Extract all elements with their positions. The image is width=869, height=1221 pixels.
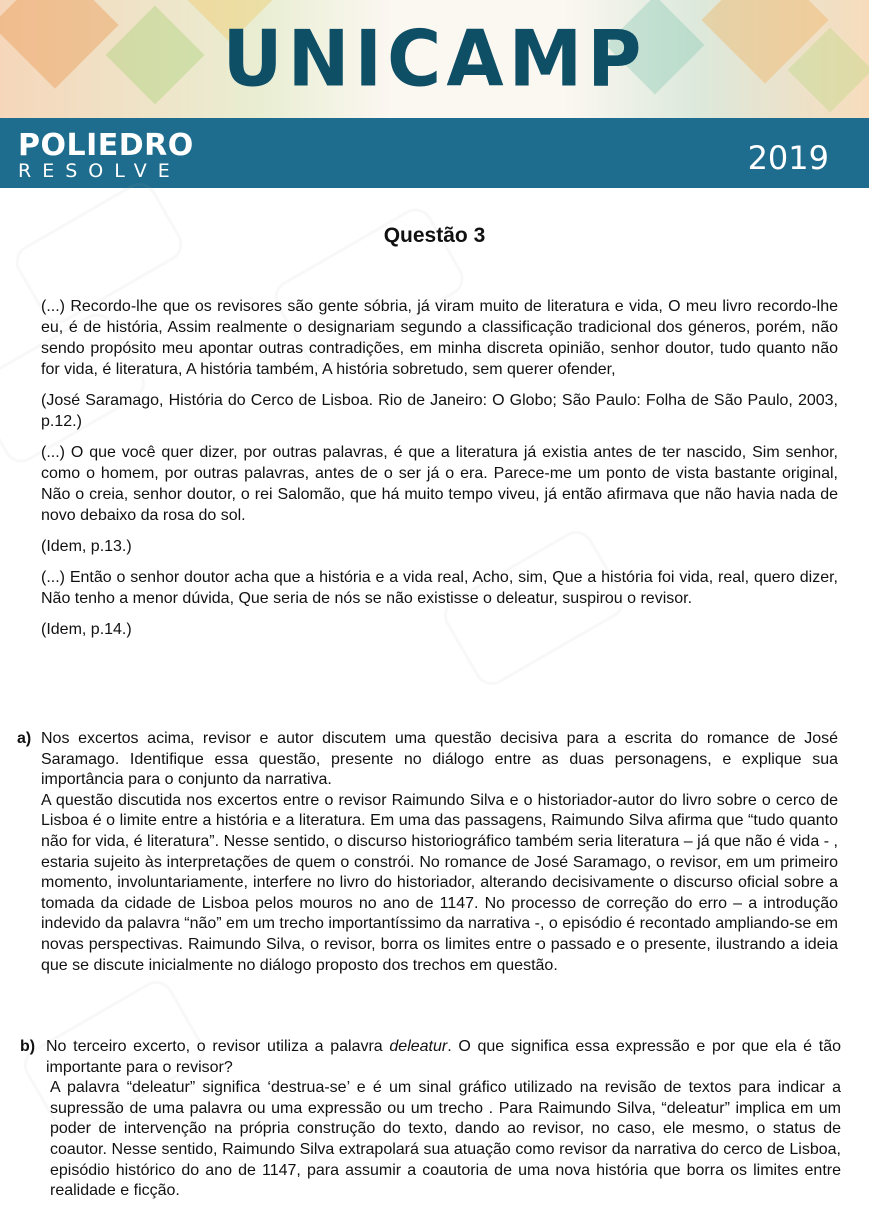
item-a-marker: a) xyxy=(17,730,32,747)
item-b xyxy=(20,1037,841,1202)
question-title: Questão 3 xyxy=(383,224,486,247)
header-banner xyxy=(0,0,869,118)
excerpt-1: (...) Recordo-lhe que os revisores são gente sóbria, já viram muito de literatura e vida, O meu livro recordo-lhe eu, é de história, Assim realmente o designariam segundo a classificação tradicional dos géneros, porém, não sendo propósito meu apontar outras contradições, em minha discreta opinião, senhor doutor, tudo quanto não for vida, é literatura, A história também, A história sobretudo, sem querer ofender, xyxy=(41,298,838,378)
exam-title: UNICAMP xyxy=(222,13,647,105)
excerpt-citation-3: (Idem, p.14.) xyxy=(41,621,132,638)
excerpt-citation-2: (Idem, p.13.) xyxy=(41,538,132,555)
excerpts-block xyxy=(41,296,838,650)
item-a-answer: A questão discutida nos excertos entre o revisor Raimundo Silva e o historiador-autor do livro sobre o cerco de Lisboa é o limite entre a história e a literatura. Em uma das passagens, Raimundo Silva afirma que “tudo quanto não for vida, é literatura”. Nesse sentido, o discurso historiográfico também seria literatura – já que não é vida - , estaria sujeito às interpretações de quem o constrói. No romance de José Saramago, o revisor, em um primeiro momento, involuntariamente, interfere no livro do historiador, alterando decisivamente o discurso oficial sobre a tomada da cidade de Lisboa pelos mouros no ano de 1147. No processo de correção do erro – a introdução indevido da palavra “não” em um trecho importantíssimo da narrativa -, o episódio é recontado ampliando-se em novas perspectivas. Raimundo Silva, o revisor, borra os limites entre o passado e o presente, ilustrando a ideia que se discute inicialmente no diálogo proposto dos trechos em questão. xyxy=(41,791,838,974)
item-b-marker: b) xyxy=(20,1038,36,1055)
item-b-answer: A palavra “deleatur” significa ‘destrua-se’ e é um sinal gráfico utilizado na revisão de textos para indicar a supressão de uma palavra ou uma expressão ou um trecho . Para Raimundo Silva, “deleatur” implica em um poder de intervenção na própria construção do texto, dando ao revisor, no caso, ele mesmo, o status de coautor. Nesse sentido, Raimundo Silva extrapolará sua atuação como revisor da narrativa do cerco de Lisboa, episódio histórico do ano de 1147, para assumir a coautoria de uma nova história que borra os limites entre realidade e ficção. xyxy=(50,1079,841,1200)
logo-resolve: RESOLVE xyxy=(18,160,181,182)
item-a-prompt: Nos excertos acima, revisor e autor discutem uma questão decisiva para a escrita do romance de José Saramago. Identifique essa questão, presente no diálogo entre as duas personagens, e explique sua importância para o conjunto da narrativa. xyxy=(41,730,838,789)
exam-year: 2019 xyxy=(747,139,829,177)
item-b-prompt xyxy=(46,1037,841,1078)
item-b-prompt-end: . O que significa essa expressão e por que ela é tão importante para o revisor? xyxy=(46,1038,842,1076)
excerpt-3: (...) Então o senhor doutor acha que a história e a vida real, Acho, sim, Que a história foi vida, real, quero dizer, Não tenho a menor dúvida, Que seria de nós se não existisse o deleatur, suspirou o revisor. xyxy=(41,569,838,607)
item-b-prompt-start: No terceiro excerto, o revisor utiliza a palavra xyxy=(46,1038,390,1055)
excerpt-2: (...) O que você quer dizer, por outras palavras, é que a literatura já existia antes de ter nascido, Sim senhor, como o homem, por outras palavras, antes de o ser já o era. Parece-me um ponto de vista bastante original, Não o creia, senhor doutor, o rei Salomão, que há muito tempo viveu, já então afirmava que não havia nada de novo debaixo da rosa do sol. xyxy=(41,444,838,524)
excerpt-citation-1: (José Saramago, História do Cerco de Lisboa. Rio de Janeiro: O Globo; São Paulo: Folha de São Paulo, 2003, p.12.) xyxy=(41,392,838,430)
logo-poliedro: POLIEDRO xyxy=(18,128,194,163)
item-b-prompt-term: deleatur xyxy=(389,1038,448,1055)
item-a xyxy=(17,729,838,976)
